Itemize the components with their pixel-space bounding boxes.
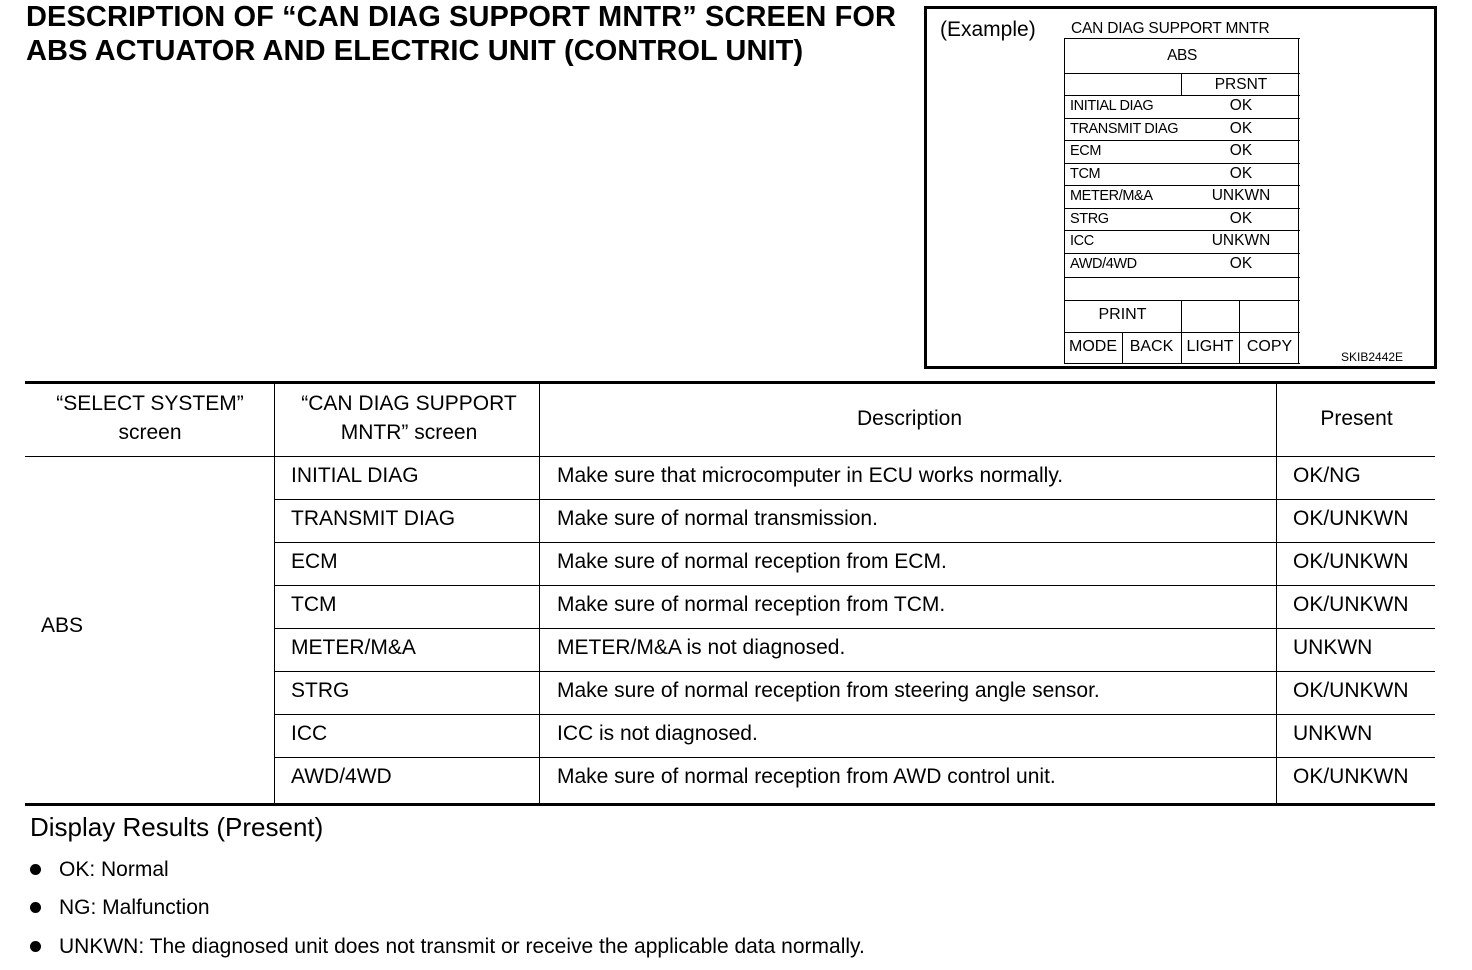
header-description: Description — [856, 407, 963, 430]
example-row-item: TCM — [1070, 165, 1101, 182]
example-row-item: METER/M&A — [1070, 188, 1153, 204]
table-row-description: Make sure of normal transmission. — [557, 507, 878, 530]
example-row-item: AWD/4WD — [1070, 255, 1137, 272]
example-row-item: STRG — [1070, 210, 1109, 227]
table-row-item: TCM — [291, 593, 337, 616]
table-row-item: INITIAL DIAG — [291, 464, 419, 487]
example-row-item: INITIAL DIAG — [1070, 98, 1154, 114]
table-row-description: Make sure that microcomputer in ECU works normally. — [557, 464, 1064, 487]
bullet-icon — [30, 941, 41, 952]
header-select-system: “SELECT SYSTEM” screen — [56, 392, 244, 444]
table-row-present: OK/NG — [1293, 464, 1361, 487]
example-row-value: OK — [1229, 97, 1253, 114]
table-row-present: OK/UNKWN — [1293, 765, 1409, 788]
table-row-description: Make sure of normal reception from TCM. — [557, 593, 946, 616]
example-screen-figure — [924, 6, 1437, 369]
figure-code: SKIB2442E — [1341, 350, 1404, 364]
table-row-present: OK/UNKWN — [1293, 507, 1409, 530]
example-row-item: ECM — [1070, 143, 1102, 159]
table-row-item: AWD/4WD — [291, 765, 392, 788]
legend-item — [30, 858, 169, 882]
bullet-icon — [30, 864, 41, 875]
table-row-item: ECM — [291, 550, 338, 573]
table-row-description: METER/M&A is not diagnosed. — [557, 636, 846, 659]
table-row-item: METER/M&A — [291, 636, 416, 659]
legend-title: Display Results (Present) — [30, 812, 324, 842]
legend-item-text: UNKWN: The diagnosed unit does not transmit or receive the applicable data normally. — [59, 935, 865, 958]
page-title: DESCRIPTION OF “CAN DIAG SUPPORT MNTR” SCREEN FOR ABS ACTUATOR AND ELECTRIC UNIT (CONTROL UNIT) — [26, 1, 897, 67]
example-row-value: UNKWN — [1211, 187, 1271, 204]
table-row-present: OK/UNKWN — [1293, 550, 1409, 573]
system-cell: ABS — [41, 614, 84, 637]
description-table — [25, 381, 1435, 806]
example-row-item: ICC — [1070, 233, 1094, 249]
light-button: LIGHT — [1186, 338, 1234, 355]
example-row-value: OK — [1229, 119, 1253, 137]
print-button: PRINT — [1098, 306, 1147, 323]
legend-item-text: NG: Malfunction — [59, 896, 210, 919]
example-row-value: OK — [1229, 164, 1253, 182]
table-row-item: TRANSMIT DIAG — [291, 507, 456, 530]
table-row-description: ICC is not diagnosed. — [557, 722, 758, 745]
table-row-description: Make sure of normal reception from AWD control unit. — [557, 765, 1056, 788]
example-row-item: TRANSMIT DIAG — [1070, 120, 1179, 137]
example-row-value: OK — [1229, 142, 1253, 159]
table-row-present: UNKWN — [1293, 636, 1373, 659]
header-can-diag: “CAN DIAG SUPPORT MNTR” screen — [301, 392, 517, 444]
table-row-present: OK/UNKWN — [1293, 679, 1409, 702]
legend-item — [30, 896, 210, 920]
legend-item — [30, 935, 865, 959]
table-row-item: ICC — [291, 722, 328, 745]
table-row-present: OK/UNKWN — [1293, 593, 1409, 616]
legend-item-text: OK: Normal — [59, 858, 169, 881]
example-label: (Example) — [940, 18, 1036, 41]
copy-button: COPY — [1246, 338, 1293, 355]
example-row-value: OK — [1229, 254, 1253, 272]
bullet-icon — [30, 902, 41, 913]
header-present: Present — [1320, 407, 1393, 430]
mode-button: MODE — [1069, 338, 1117, 355]
example-screen — [1064, 38, 1300, 364]
table-row-description: Make sure of normal reception from steering angle sensor. — [557, 679, 1100, 702]
table-row-present: UNKWN — [1293, 722, 1373, 745]
table-row-description: Make sure of normal reception from ECM. — [557, 550, 947, 573]
table-row-item: STRG — [291, 679, 350, 702]
example-screen-title: CAN DIAG SUPPORT MNTR — [1071, 20, 1270, 37]
example-system: ABS — [1167, 47, 1197, 64]
example-row-value: UNKWN — [1211, 232, 1271, 249]
back-button: BACK — [1129, 338, 1174, 355]
example-row-value: OK — [1229, 209, 1253, 227]
example-column-header: PRSNT — [1214, 76, 1268, 93]
